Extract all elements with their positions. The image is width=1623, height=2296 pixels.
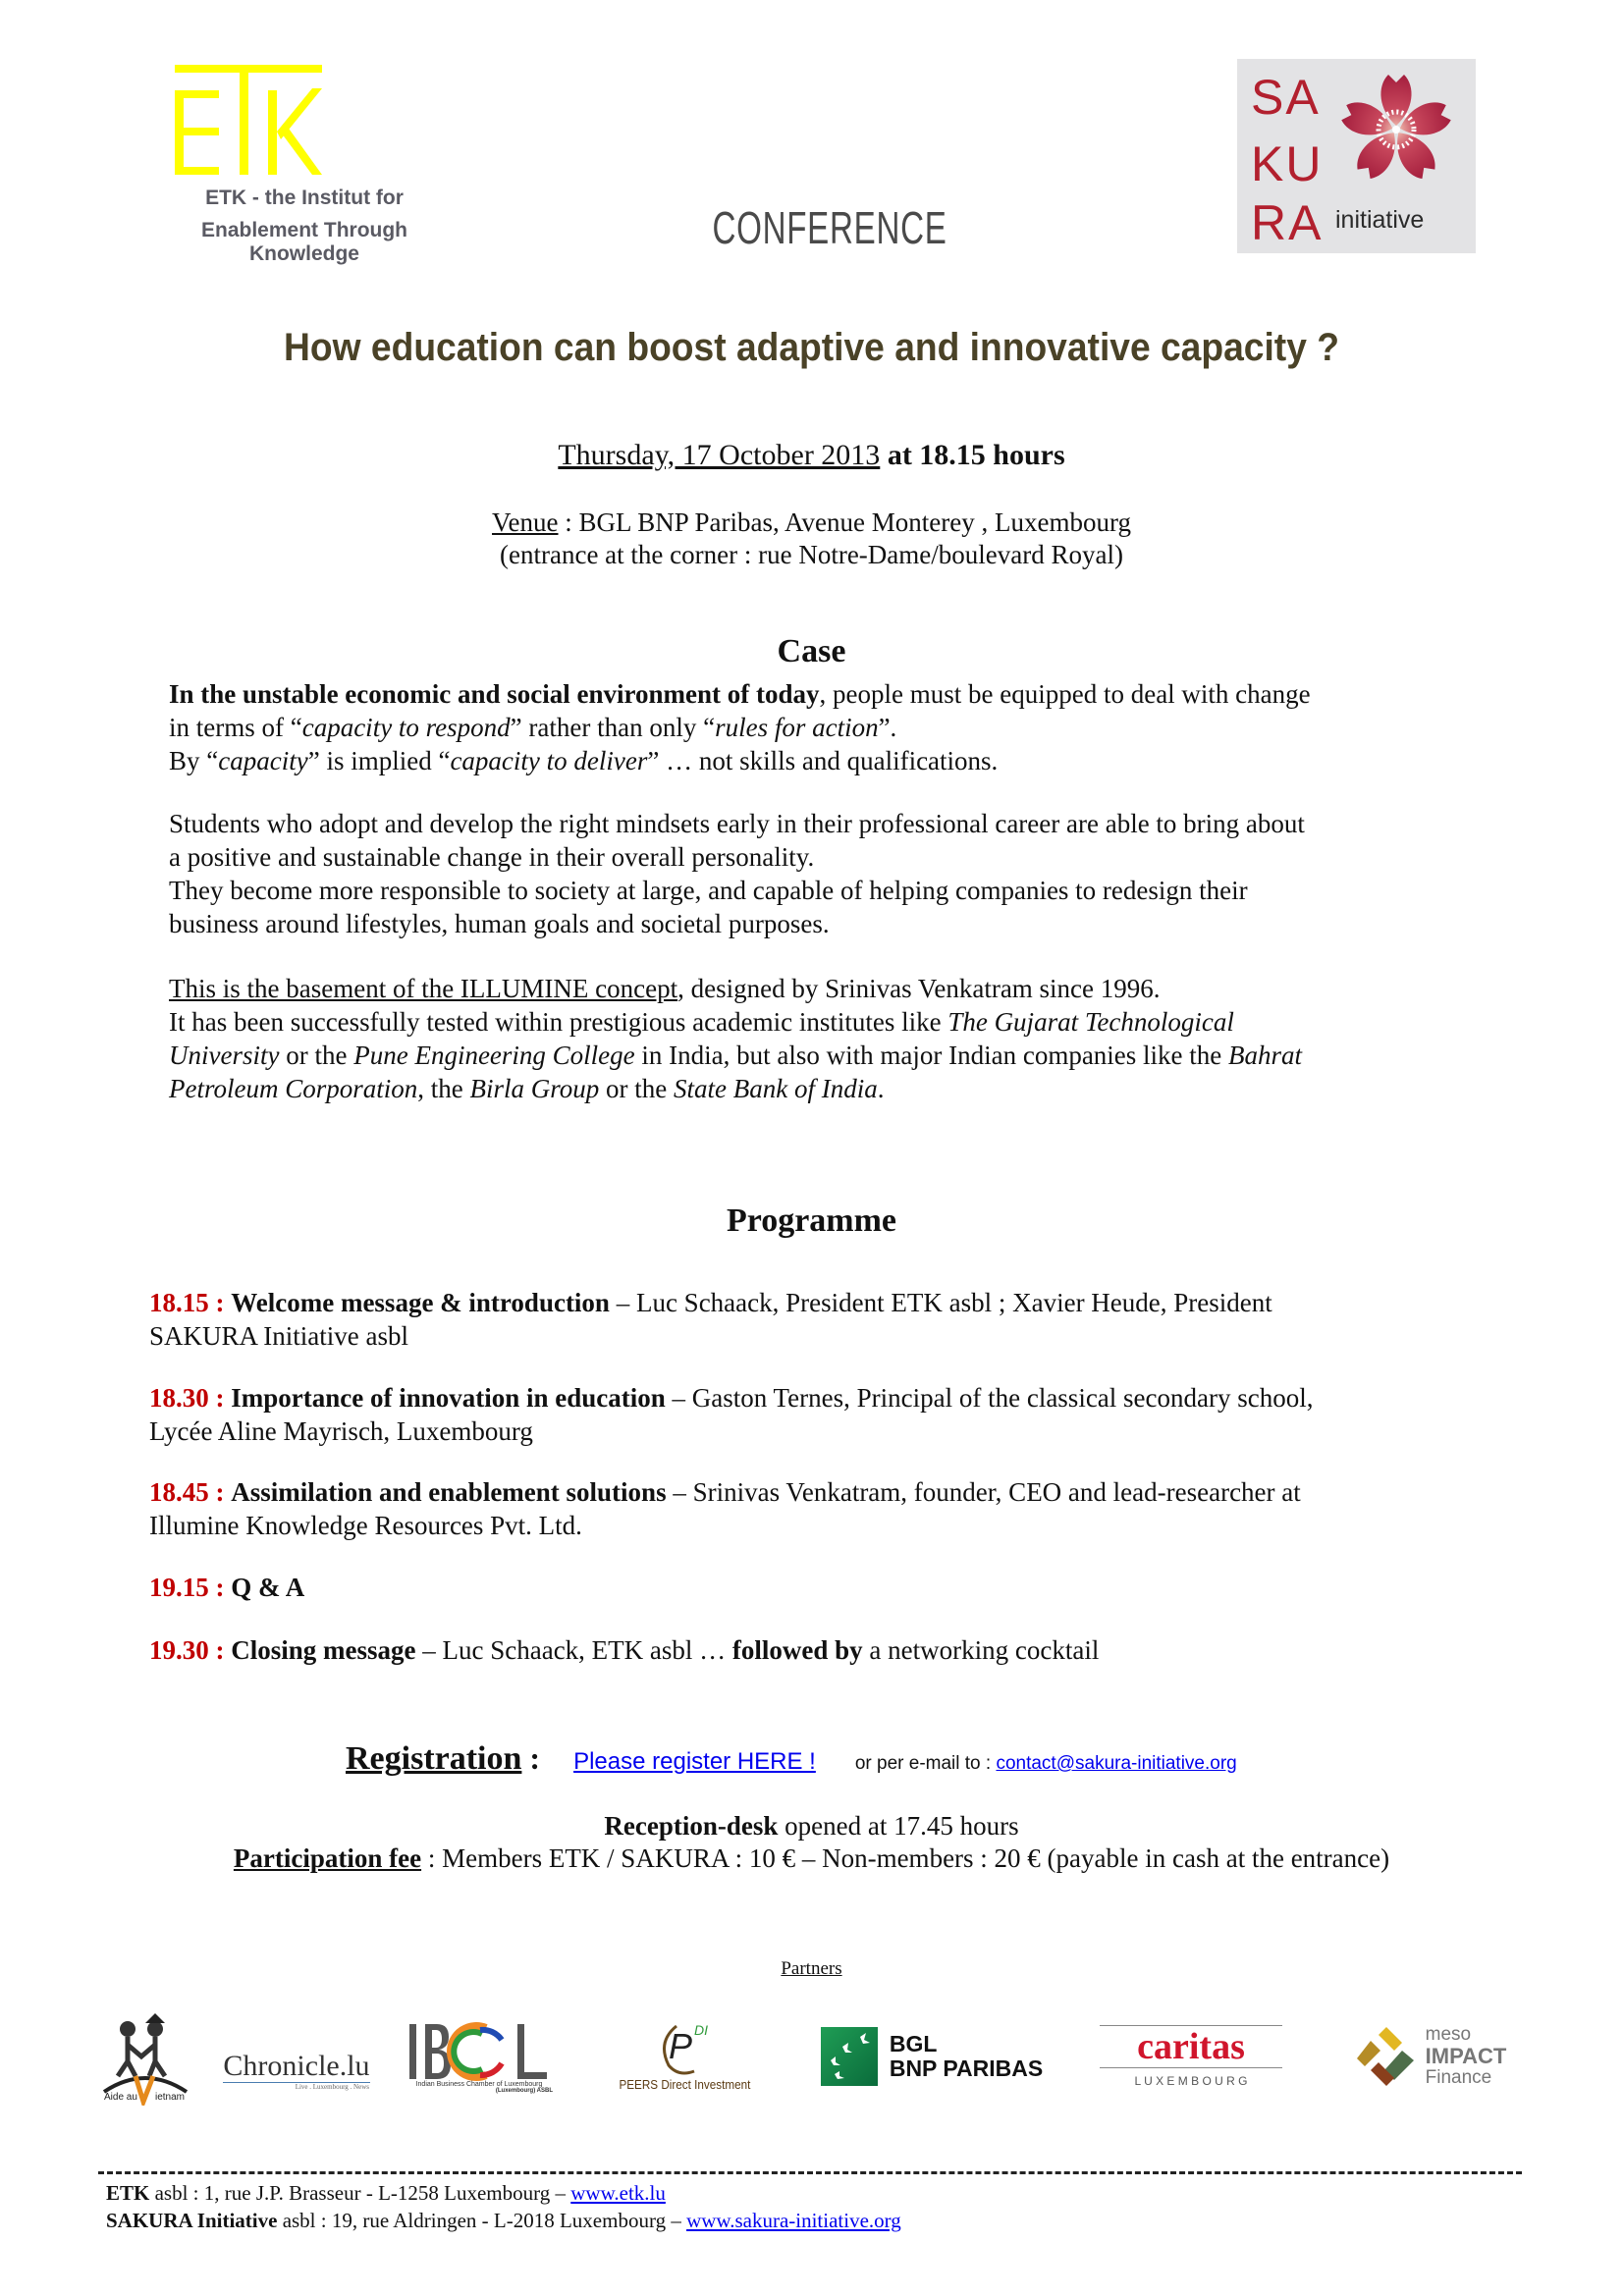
case-p3-italic: State Bank of India xyxy=(674,1074,878,1103)
registration-label: Registration xyxy=(346,1740,522,1777)
programme-speaker-cont: SAKURA Initiative asbl xyxy=(149,1321,408,1351)
programme-title: Welcome message & introduction xyxy=(231,1288,610,1317)
case-p3-italic: University xyxy=(169,1041,280,1070)
case-p3-text: . xyxy=(877,1074,885,1103)
case-paragraph-1 xyxy=(169,677,1543,777)
meso-text: meso xyxy=(1425,2024,1472,2045)
case-p1-italic: capacity to deliver xyxy=(450,746,648,775)
case-p3-text: It has been successfully tested within prestigious academic institutes like xyxy=(169,1007,948,1037)
case-p3-text: , designed by Srinivas Venkatram since 1996. xyxy=(677,974,1161,1003)
programme-item xyxy=(149,1381,1524,1448)
case-paragraph-3 xyxy=(169,972,1543,1105)
case-p1-text: ” rather than only “ xyxy=(510,713,716,742)
case-p1-text: ” … not skills and qualifications. xyxy=(647,746,999,775)
case-p1-italic: capacity to respond xyxy=(301,713,511,742)
venue-label: Venue xyxy=(492,507,559,537)
case-p3-italic: Bahrat xyxy=(1228,1041,1303,1070)
case-p1-text: in terms of “ xyxy=(169,713,302,742)
register-here-link[interactable]: Please register HERE ! xyxy=(573,1748,816,1775)
finance-text: Finance xyxy=(1425,2067,1492,2088)
partners-label: Partners xyxy=(781,1958,842,1979)
registration-email-link[interactable]: contact@sakura-initiative.org xyxy=(996,1753,1237,1774)
footer-etk-name: ETK xyxy=(106,2181,150,2205)
registration-or-email: or per e-mail to : xyxy=(854,1753,997,1774)
case-p3-text: or the xyxy=(599,1074,674,1103)
programme-speaker-cont: Illumine Knowledge Resources Pvt. Ltd. xyxy=(149,1511,582,1540)
programme-speaker: – Srinivas Venkatram, founder, CEO and lead-researcher at xyxy=(666,1477,1301,1507)
programme-time: 18.45 : xyxy=(149,1477,225,1507)
footer-sakura-text: asbl : 19, rue Aldringen - L-2018 Luxembourg – xyxy=(277,2209,687,2232)
programme-time: 19.15 : xyxy=(149,1573,225,1602)
participation-fee-line xyxy=(0,1843,1623,1874)
sakura-logo-ra: RA xyxy=(1251,195,1324,250)
partner-logo-caritas xyxy=(1098,2002,1284,2110)
case-p1-italic: rules for action xyxy=(715,713,879,742)
partner-logo-aide-au-vietnam xyxy=(98,2002,192,2110)
case-p2-line: Students who adopt and develop the right mindsets early in their professional career are able to bring about xyxy=(169,809,1305,838)
programme-title: Q & A xyxy=(231,1573,305,1602)
registration-colon: : xyxy=(529,1740,541,1776)
case-paragraph-2 xyxy=(169,807,1543,940)
programme-time: 18.15 : xyxy=(149,1288,225,1317)
sakura-logo xyxy=(1237,59,1476,253)
bgl-text: BGL xyxy=(889,2031,938,2056)
impact-text: IMPACT xyxy=(1425,2044,1507,2068)
participation-fee-text: : Members ETK / SAKURA : 10 € – Non-members : 20 € (payable in cash at the entrance) xyxy=(421,1843,1390,1873)
reception-desk-label: Reception-desk xyxy=(604,1811,779,1841)
illumine-concept-underlined: This is the basement of the ILLUMINE concept xyxy=(169,974,678,1003)
case-p1-text: ” is implied “ xyxy=(307,746,451,775)
programme-time: 18.30 : xyxy=(149,1383,225,1413)
programme-title: Closing message xyxy=(231,1635,416,1665)
case-p1-italic: capacity xyxy=(218,746,308,775)
footer-divider xyxy=(98,2171,1522,2174)
programme-item xyxy=(149,1633,1524,1667)
entrance-line: (entrance at the corner : rue Notre-Dame/boulevard Royal) xyxy=(500,540,1123,569)
peers-text: PEERS Direct Investment xyxy=(619,2076,750,2092)
case-p2-line: business around lifestyles, human goals and societal purposes. xyxy=(169,909,830,938)
partner-logo-ibcl xyxy=(406,2002,553,2110)
sakura-logo-ku: KU xyxy=(1251,136,1324,191)
meso-diamond-icon xyxy=(1357,2027,1416,2086)
footer-etk-text: asbl : 1, rue J.P. Brasseur - L-1258 Luxembourg – xyxy=(149,2181,571,2205)
caritas-text: caritas xyxy=(1100,2025,1282,2068)
case-p1-text: By “ xyxy=(169,746,219,775)
event-time: at 18.15 hours xyxy=(880,439,1065,471)
chronicle-text: Chronicle.lu xyxy=(223,2049,370,2082)
footer-sakura-name: SAKURA Initiative xyxy=(106,2209,278,2232)
peers-di: DI xyxy=(694,2021,708,2038)
etk-subtitle-line2: Enablement Through Knowledge xyxy=(201,219,407,265)
case-heading: Case xyxy=(777,633,846,669)
venue-text: : BGL BNP Paribas, Avenue Monterey , Luxembourg xyxy=(558,507,1131,537)
aide-au-vietnam-text: Aide au xyxy=(104,2092,137,2103)
case-p1-text: , people must be equipped to deal with change xyxy=(819,679,1311,709)
aide-au-vietnam-icon xyxy=(98,2007,192,2106)
event-date-line xyxy=(0,439,1623,472)
case-p3-italic: Pune Engineering College xyxy=(353,1041,635,1070)
programme-speaker: – Gaston Ternes, Principal of the classical secondary school, xyxy=(665,1383,1314,1413)
programme-item xyxy=(149,1286,1524,1353)
bnp-stars-icon xyxy=(821,2027,878,2086)
bnp-paribas-text: BNP PARIBAS xyxy=(889,2056,1044,2081)
programme-item xyxy=(149,1571,1524,1604)
partner-logo-peers xyxy=(601,2002,768,2110)
registration-row xyxy=(346,1740,1524,1778)
svg-text:ietnam: ietnam xyxy=(155,2092,186,2103)
case-p3-text: or the xyxy=(279,1041,354,1070)
reception-desk-text: opened at 17.45 hours xyxy=(778,1811,1019,1841)
venue-line xyxy=(0,507,1623,538)
cherry-blossom-icon xyxy=(1335,71,1457,188)
programme-title: Assimilation and enablement solutions xyxy=(231,1477,667,1507)
case-p2-line: They become more responsible to society at large, and capable of helping companies to redesign their xyxy=(169,876,1248,905)
partner-logo-chronicle xyxy=(218,2002,375,2110)
programme-followed-by: followed by xyxy=(731,1635,863,1665)
programme-speaker-cont: Lycée Aline Mayrisch, Luxembourg xyxy=(149,1416,533,1446)
case-p3-italic: The Gujarat Technological xyxy=(947,1007,1234,1037)
conference-label: CONFERENCE xyxy=(712,202,947,253)
footer-etk-link[interactable]: www.etk.lu xyxy=(570,2181,666,2205)
programme-time: 19.30 : xyxy=(149,1635,225,1665)
partner-logo-meso-impact-finance xyxy=(1333,2002,1530,2110)
programme-title: Importance of innovation in education xyxy=(231,1383,666,1413)
ibcl-icon xyxy=(407,2020,551,2081)
event-date: Thursday, 17 October 2013 xyxy=(558,439,881,471)
peers-p: P xyxy=(669,2025,693,2066)
partner-logo-bgl-bnp-paribas xyxy=(798,2002,1065,2110)
case-p3-text: in India, but also with major Indian companies like the xyxy=(634,1041,1229,1070)
programme-speaker: – Luc Schaack, ETK asbl … xyxy=(415,1635,732,1665)
case-p1-bold: In the unstable economic and social environment of today xyxy=(169,679,820,709)
case-p3-italic: Petroleum Corporation xyxy=(169,1074,418,1103)
participation-fee-label: Participation fee xyxy=(233,1843,422,1873)
case-p1-text: ”. xyxy=(878,713,897,742)
case-p2-line: a positive and sustainable change in their overall personality. xyxy=(169,842,815,872)
footer-sakura-address xyxy=(106,2209,901,2233)
peers-mark xyxy=(655,2022,714,2077)
programme-item xyxy=(149,1475,1524,1542)
sakura-logo-initiative: initiative xyxy=(1335,206,1425,234)
programme-speaker: – Luc Schaack, President ETK asbl ; Xavier Heude, President xyxy=(609,1288,1272,1317)
ibcl-tagline: Indian Business Chamber of Luxembourg xyxy=(415,2080,543,2088)
programme-speaker-cont: a networking cocktail xyxy=(862,1635,1100,1665)
page-title: How education can boost adaptive and innovative capacity ? xyxy=(284,326,1339,369)
footer-sakura-link[interactable]: www.sakura-initiative.org xyxy=(686,2209,901,2232)
footer-etk-address xyxy=(106,2181,666,2206)
programme-heading: Programme xyxy=(726,1202,897,1239)
ibcl-tagline-2: (Luxembourg) ASBL xyxy=(495,2087,553,2094)
case-p3-italic: Birla Group xyxy=(469,1074,600,1103)
chronicle-tagline: Live . Luxembourg . News xyxy=(295,2082,369,2091)
caritas-tagline: L U X E M B O U R G xyxy=(1134,2074,1248,2088)
etk-subtitle-line1: ETK - the Institut for xyxy=(205,187,404,209)
case-p3-text: , the xyxy=(417,1074,470,1103)
sakura-logo-sa: SA xyxy=(1251,70,1321,125)
reception-line xyxy=(0,1811,1623,1842)
etk-mark-icon xyxy=(175,65,332,175)
etk-logo xyxy=(147,59,461,265)
